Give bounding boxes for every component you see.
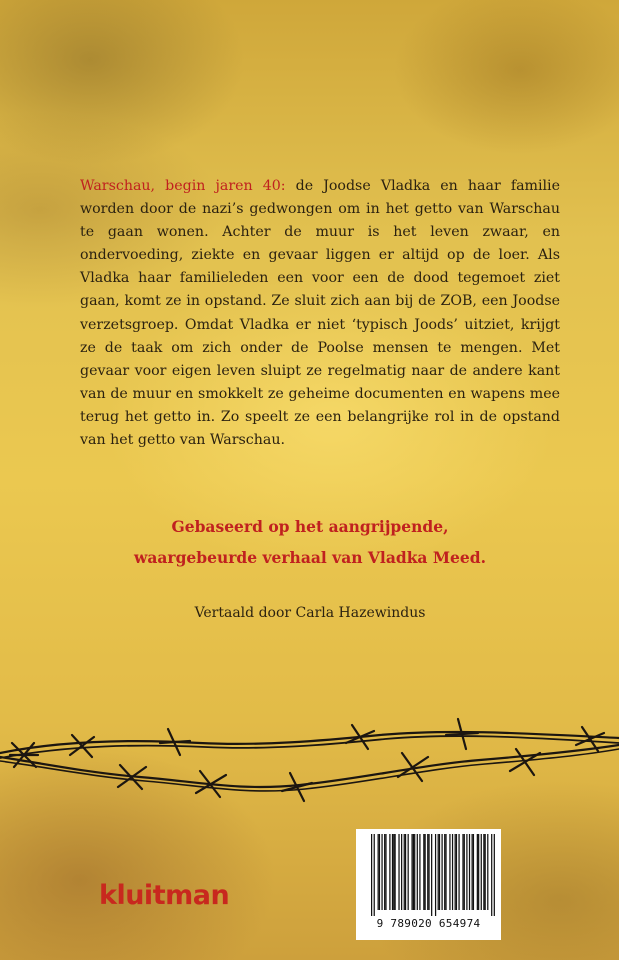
- tagline-line-2: waargebeurde verhaal van Vladka Meed.: [133, 548, 486, 567]
- blurb-text: [80, 175, 560, 452]
- blurb-lead: Warschau, begin jaren 40:: [80, 178, 286, 194]
- barbed-wire-icon: [0, 705, 619, 815]
- isbn-barcode: [356, 829, 501, 940]
- tagline-line-1: Gebaseerd op het aangrijpende,: [171, 517, 449, 536]
- barcode-icon: [371, 834, 495, 916]
- isbn-number: 9 789020 654974: [376, 917, 481, 930]
- publisher-logo: kluitman: [99, 880, 230, 911]
- blurb-body: de Joodse Vladka en haar familie worden door de nazi’s gedwongen om in het getto van Warschau te gaan wonen. Achter de muur is het leven zwaar, en ondervoeding, ziekte en gevaar liggen er altijd op de loer. Als Vladka haar familieleden een voor een de dood tegemoet ziet gaan, komt ze in opstand. Ze sluit zich aan bij de ZOB, een Joodse verzetsgroep. Omdat Vladka er niet ‘typisch Joods’ uitziet, krijgt ze de taak om zich onder de Poolse mensen te mengen. Met gevaar voor eigen leven sluipt ze regelmatig naar de andere kant van de muur en smokkelt ze geheime documenten en wapens mee terug het getto in. Zo speelt ze een belangrijke rol in de opstand van het getto van Warschau.: [80, 178, 560, 449]
- translator-credit: Vertaald door Carla Hazewindus: [194, 605, 426, 621]
